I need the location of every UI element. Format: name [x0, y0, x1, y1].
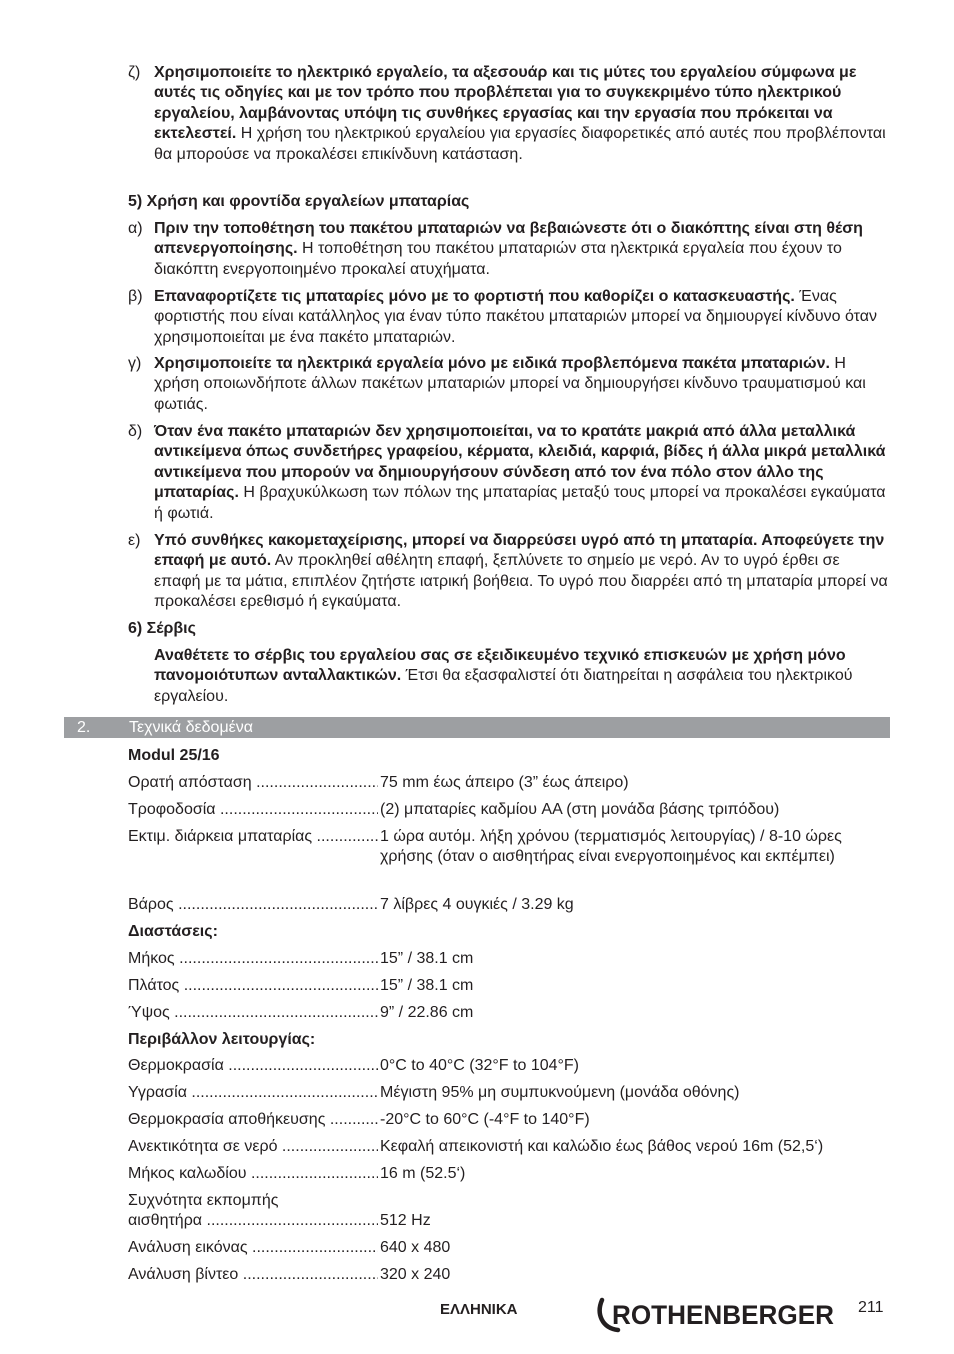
spec-label: Ύψος ..... [128, 1003, 378, 1023]
spec-value: Κεφαλή απεικονιστή και καλώδιο έως βάθος νερού 16m (52,5‘) [380, 1138, 824, 1155]
body-text: Η τοποθέτηση του πακέτου μπαταριών στα ηλεκτρικά εργαλεία που έχουν το διακόπτη ενεργοποιημένο προκαλεί ατυχήματα. [154, 240, 842, 278]
bold-lead: Όταν ένα πακέτο μπαταριών δεν χρησιμοποιείται, να το κρατάτε μακριά από άλλα μεταλλικά αντικείμενα όπως συνδετήρες γραφείου, κέρματα, κλειδιά, καρφιά, βίδες ή άλλα μικρά μεταλλικά αντικείμενα που μπορούν να δημιουργήσουν σύνδεση από τον ένα πόλο στον άλλο της μπαταρίας. [154, 423, 886, 502]
spec-label-line1: Συχνότητα εκπομπής [128, 1192, 279, 1209]
list-marker: γ) [128, 355, 142, 372]
spec-label: Ανεκτικότητα σε νερό ..... [128, 1137, 378, 1157]
list-marker: ε) [128, 532, 141, 549]
rothenberger-logo [596, 1294, 840, 1334]
section-title: Τεχνικά δεδομένα [129, 719, 254, 736]
spec-value: 320 x 240 [380, 1266, 451, 1283]
spec-value: 9” / 22.86 cm [380, 1004, 474, 1021]
page-number: 211 [858, 1299, 884, 1316]
body-text: Η χρήση οποιωνδήποτε άλλων πακέτων μπαταριών μπορεί να δημιουργήσει κίνδυνο τραυματισμού και φωτιάς. [154, 355, 866, 413]
list-item [128, 287, 890, 348]
spec-value: 7 λίβρες 4 ουγκιές / 3.29 kg [380, 896, 574, 913]
spec-label: Εκτιμ. διάρκεια μπαταρίας ..... [128, 827, 378, 847]
service-paragraph [154, 646, 890, 707]
list-marker: δ) [128, 423, 143, 440]
spec-value: 15” / 38.1 cm [380, 950, 474, 967]
subheading-dimensions: Διαστάσεις: [128, 923, 218, 940]
spec-value: 75 mm έως άπειρο (3” έως άπειρο) [380, 774, 629, 791]
list-text [154, 531, 890, 613]
bold-lead: Χρησιμοποιείτε τα ηλεκτρικά εργαλεία μόνο με ειδικά προβλεπόμενα πακέτα μπαταριών. [154, 355, 830, 372]
spec-label: Υγρασία ..... [128, 1083, 378, 1103]
footer-language: ΕΛΛΗΝΙΚΑ [440, 1301, 518, 1318]
body-text: Η χρήση του ηλεκτρικού εργαλείου για εργασίες διαφορετικές από αυτές που προβλέπονται θα μπορούσε να προκαλέσει επικίνδυνη κατάσταση. [154, 125, 886, 163]
spec-label: Ανάλυση εικόνας ..... [128, 1238, 378, 1258]
spec-value: 16 m (52.5‘) [380, 1165, 466, 1182]
body-text: Αν προκληθεί αθέλητη επαφή, ξεπλύνετε το σημείο με νερό. Αν το υγρό έρθει σε επαφή με τα μάτια, επιπλέον ζητήστε ιατρική βοήθεια. Το υγρό που διαρρέει από τη μπαταρία μπορεί να προκαλέσει ερεθισμό ή εγκαύματα. [154, 552, 888, 611]
section-heading: 5) Χρήση και φροντίδα εργαλείων μπαταρίας [128, 193, 470, 210]
spec-value: 1 ώρα αυτόμ. λήξη χρόνου (τερματισμός λειτουργίας) / 8-10 ώρες χρήσης (όταν ο αισθητήρας είναι ενεργοποιημένος και εκπέμπει) [380, 828, 842, 866]
body-text: Έτσι θα εξασφαλιστεί ότι διατηρείται η ασφάλεια του ηλεκτρικού εργαλείου. [154, 667, 853, 705]
logo-wordmark: ROTHENBERGER [612, 1300, 834, 1330]
spec-label: Μήκος ..... [128, 949, 378, 969]
list-item [128, 63, 890, 165]
list-item [128, 354, 890, 415]
spec-value: 0°C to 40°C (32°F to 104°F) [380, 1057, 580, 1074]
bold-lead: Πριν την τοποθέτηση του πακέτου μπαταριών να βεβαιώνεστε ότι ο διακόπτης είναι στη θέση απενεργοποίησης. [154, 220, 863, 258]
section-band [64, 717, 890, 738]
spec-value: (2) μπαταρίες καδμίου AA (στη μονάδα βάσης τριπόδου) [380, 801, 780, 818]
spec-value: 512 Hz [380, 1212, 431, 1230]
spec-label: Θερμοκρασία αποθήκευσης ..... [128, 1110, 378, 1130]
list-item [128, 422, 890, 524]
subheading-environment: Περιβάλλον λειτουργίας: [128, 1031, 316, 1048]
spec-label [128, 1191, 378, 1232]
list-text [154, 287, 890, 348]
list-marker: ζ) [128, 64, 141, 81]
section-number: 2. [77, 719, 91, 736]
spec-label: Μήκος καλωδίου ..... [128, 1164, 378, 1184]
bold-lead: Αναθέτετε το σέρβις του εργαλείου σας σε εξειδικευμένο τεχνικό επισκευών με χρήση μόνο πανομοιότυπων ανταλλακτικών. [154, 647, 846, 685]
bold-lead: Επαναφορτίζετε τις μπαταρίες μόνο με το φορτιστή που καθορίζει ο κατασκευαστής. [154, 288, 795, 305]
spec-value: 640 x 480 [380, 1239, 451, 1256]
body-text: Ένας φορτιστής που είναι κατάλληλος για έναν τύπο πακέτου μπαταριών μπορεί να δημιουργεί κίνδυνο όταν χρησιμοποιείται με ένα πακέτο μπαταριών. [154, 288, 878, 346]
list-text [154, 63, 890, 165]
list-item [128, 219, 890, 280]
spec-label: Βάρος ..... [128, 895, 378, 915]
spec-label: Πλάτος ..... [128, 976, 378, 996]
list-text [154, 219, 890, 280]
spec-label: Ορατή απόσταση ..... [128, 773, 378, 793]
list-item [128, 531, 890, 613]
bold-lead: Υπό συνθήκες κακομεταχείρισης, μπορεί να διαρρεύσει υγρό από τη μπαταρία. Αποφεύγετε την επαφή με αυτό. [154, 532, 885, 570]
list-text [154, 422, 890, 524]
list-marker: β) [128, 288, 143, 305]
spec-value: 15” / 38.1 cm [380, 977, 474, 994]
list-text [154, 354, 890, 415]
spec-value: Μέγιστη 95% μη συμπυκνούμενη (μονάδα οθόνης) [380, 1084, 740, 1101]
section-heading: 6) Σέρβις [128, 620, 196, 637]
spec-label: Τροφοδοσία ..... [128, 800, 378, 820]
spec-label: Ανάλυση βίντεο ..... [128, 1265, 378, 1285]
spec-label: Θερμοκρασία ..... [128, 1056, 378, 1076]
body-text: Η βραχυκύλκωση των πόλων της μπαταρίας μεταξύ τους μπορεί να προκαλέσει εγκαύματα ή φωτιά. [154, 484, 886, 522]
spec-label-line2: αισθητήρα ..... [128, 1211, 378, 1231]
bold-lead: Χρησιμοποιείτε το ηλεκτρικό εργαλείο, τα αξεσουάρ και τις μύτες του εργαλείου σύμφωνα με αυτές τις οδηγίες και με τον τρόπο που προβλέπεται για το συγκεκριμένο τύπο ηλεκτρικού εργαλείου, λαμβάνοντας υπόψη τις συνθήκες εργασίας και την εργασία που πρόκειται να εκτελεστεί. [154, 64, 857, 143]
spec-value: -20°C to 60°C (-4°F to 140°F) [380, 1111, 590, 1128]
list-marker: α) [128, 220, 143, 237]
model-name: Modul 25/16 [128, 747, 220, 764]
